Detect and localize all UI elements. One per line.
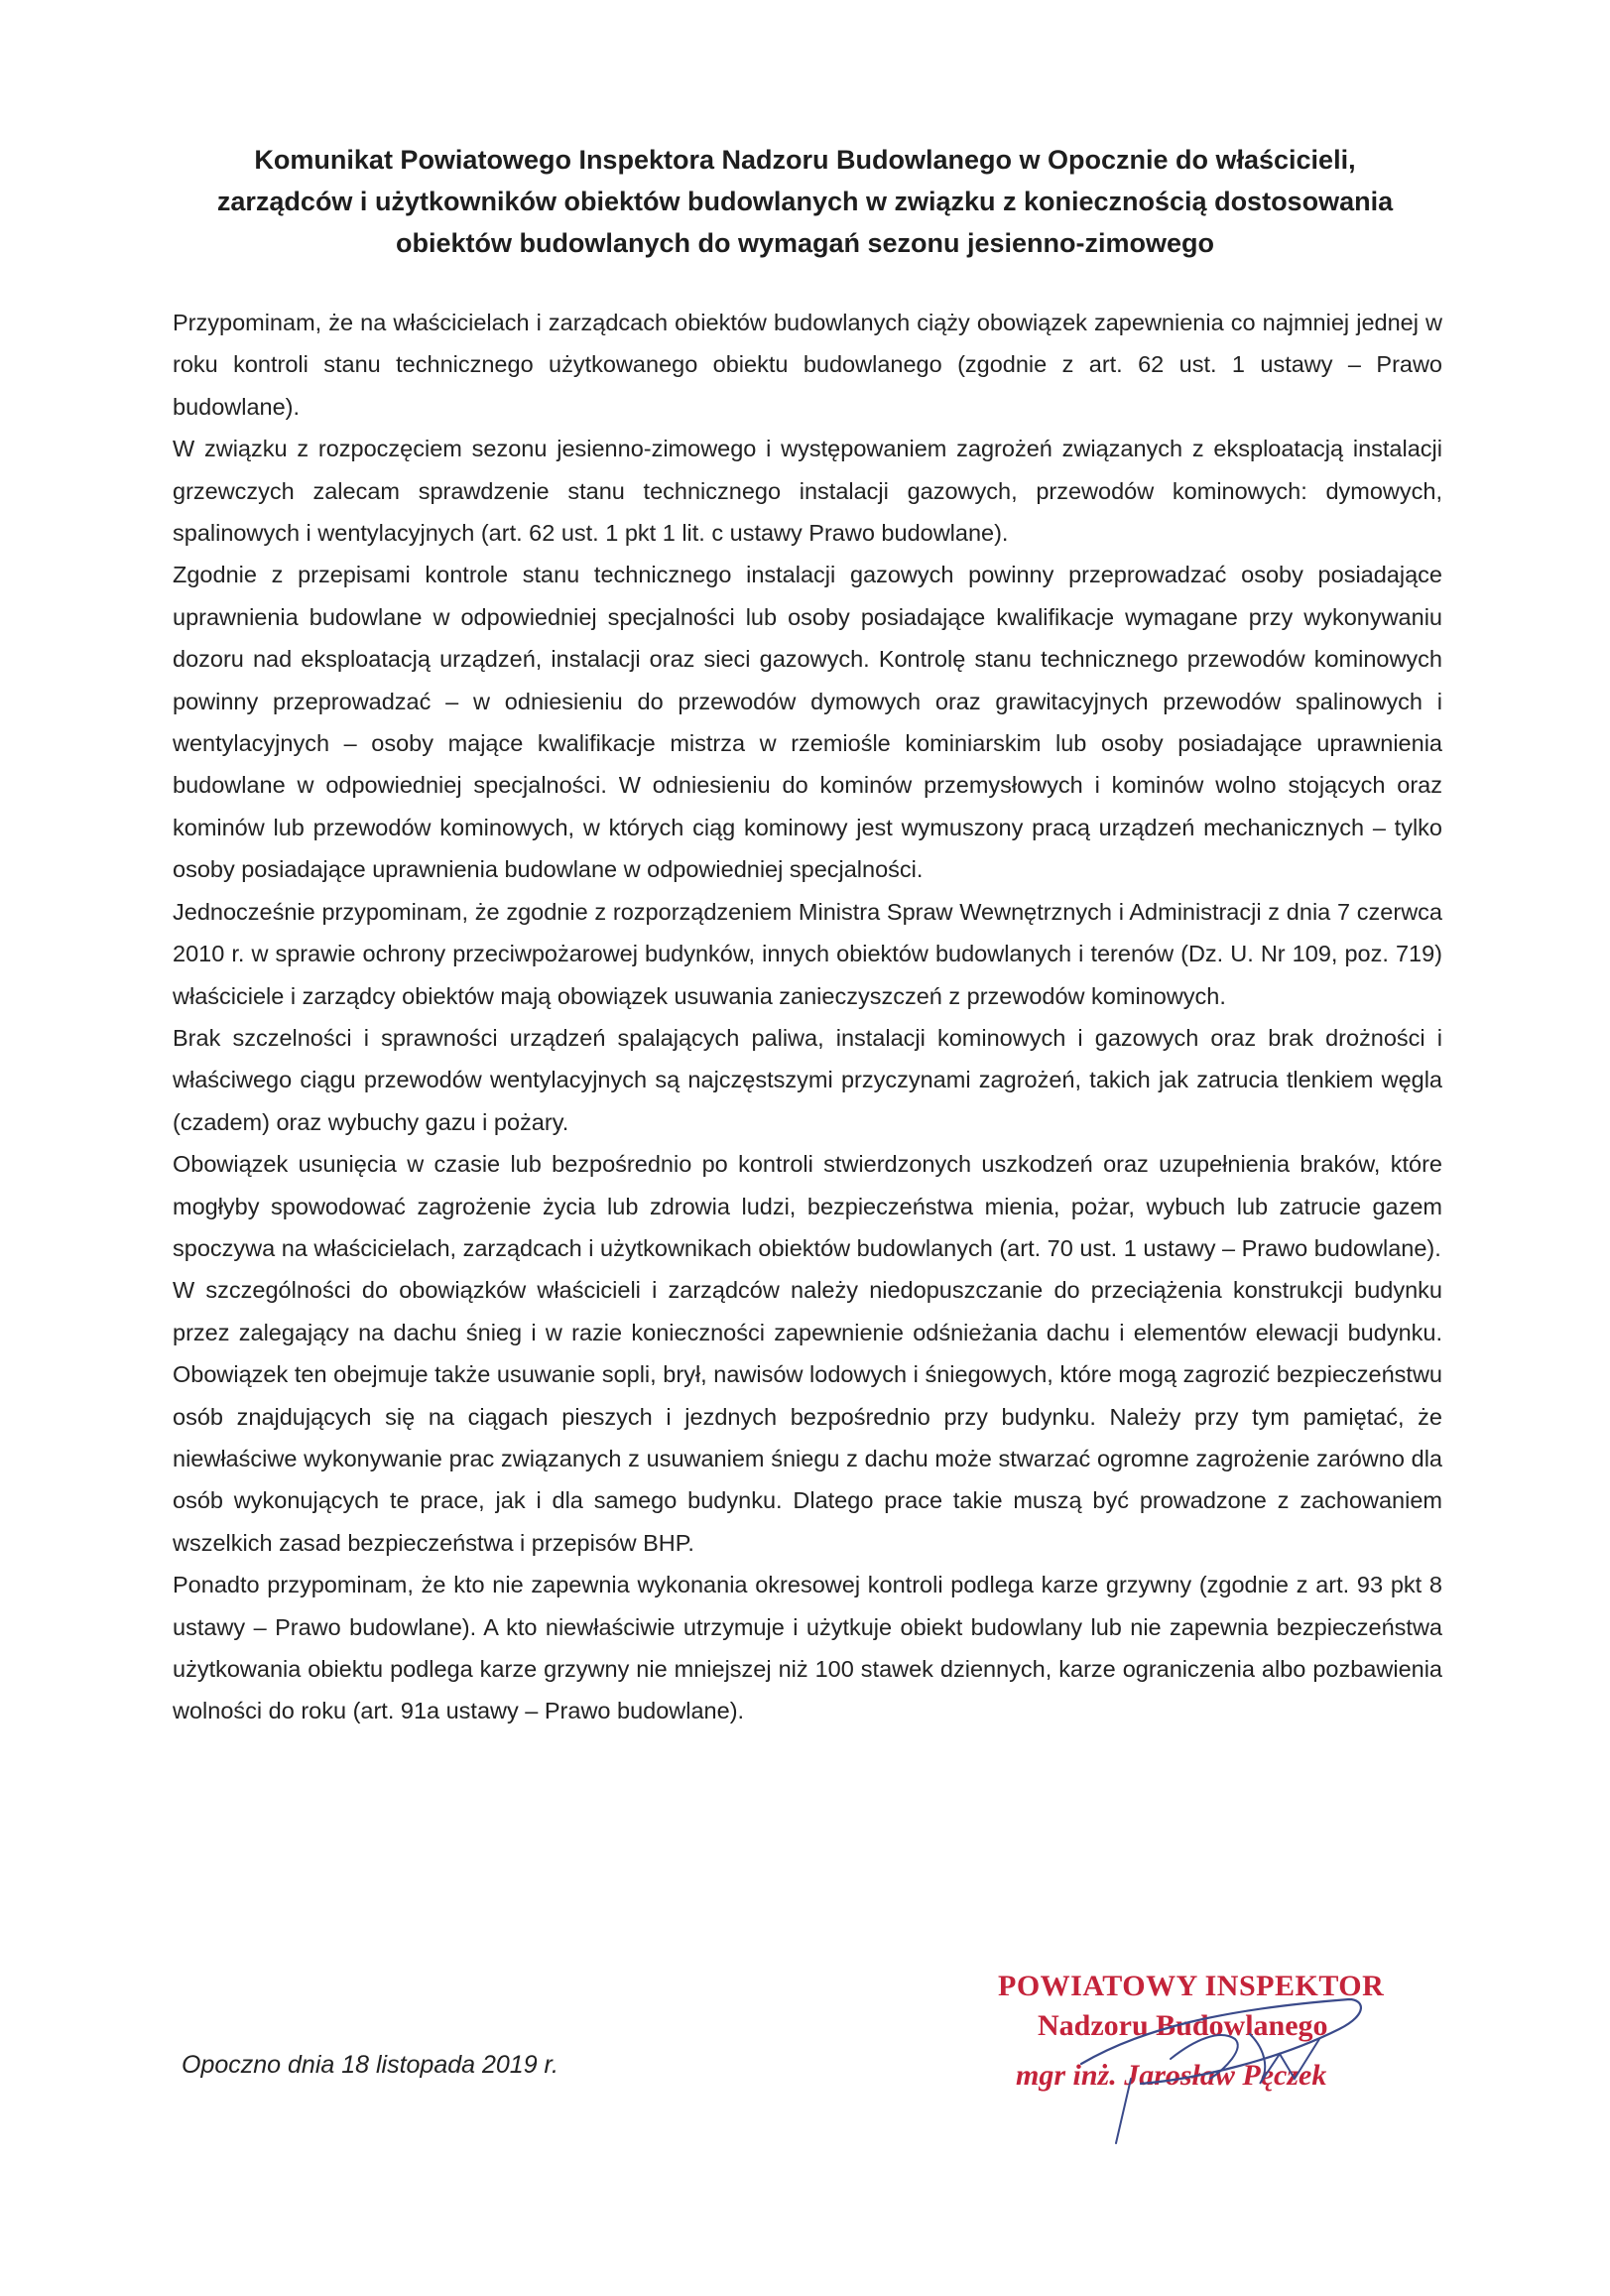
- title-line-1: Komunikat Powiatowego Inspektora Nadzoru Budowlanego w Opocznie do właścicieli,: [254, 145, 1356, 175]
- paragraph-repair-duty: Obowiązek usunięcia w czasie lub bezpośrednio po kontroli stwierdzonych uszkodzeń oraz uzupełnienia braków, które mogłyby spowodować zagrożenie życia lub zdrowia ludzi, bezpieczeństwa mienia, pożar, wybuch lub zatrucie gazem spoczywa na właścicielach, zarządcach i użytkownikach obiektów budowlanych (art. 70 ust. 1 ustawy – Prawo budowlane).: [173, 1151, 1442, 1261]
- document-body: [173, 302, 1442, 1732]
- paragraph-inspection-duty: Przypominam, że na właścicielach i zarządcach obiektów budowlanych ciąży obowiązek zapewnienia co najmniej jednej w roku kontroli stanu technicznego użytkowanego obiektu budowlanego (zgodnie z art. 62 ust. 1 ustawy – Prawo budowlane).: [173, 310, 1442, 420]
- stamp-office: Nadzoru Budowlanego: [1038, 2009, 1328, 2042]
- paragraph-regulation: Jednocześnie przypominam, że zgodnie z rozporządzeniem Ministra Spraw Wewnętrznych i Administracji z dnia 7 czerwca 2010 r. w sprawie ochrony przeciwpożarowej budynków, innych obiektów budowlanych i terenów (Dz. U. Nr 109, poz. 719) właściciele i zarządcy obiektów mają obowiązek usuwania zanieczyszczeń z przewodów kominowych.: [173, 898, 1442, 1009]
- paragraph-hazards: Brak szczelności i sprawności urządzeń spalających paliwa, instalacji kominowych i gazowych oraz brak drożności i właściwego ciągu przewodów wentylacyjnych są najczęstszymi przyczynami zagrożeń, takich jak zatrucia tlenkiem węgla (czadem) oraz wybuchy gazu i pożary.: [173, 1024, 1442, 1135]
- stamp-title: POWIATOWY INSPEKTOR: [998, 1970, 1385, 2002]
- place-and-date: Opoczno dnia 18 listopada 2019 r.: [182, 2051, 558, 2079]
- title-line-2: zarządców i użytkowników obiektów budowlanych w związku z koniecznością dostosowania: [216, 187, 1394, 216]
- paragraph-qualified-persons: Zgodnie z przepisami kontrole stanu technicznego instalacji gazowych powinny przeprowadzać osoby posiadające uprawnienia budowlane w odpowiedniej specjalności lub osoby posiadające kwalifikacje wymagane przy wykonywaniu dozoru nad eksploatacją urządzeń, instalacji oraz sieci gazowych. Kontrolę stanu technicznego przewodów kominowych powinny przeprowadzać – w odniesieniu do przewodów dymowych oraz grawitacyjnych przewodów spalinowych i wentylacyjnych – osoby mające kwalifikacje mistrza w rzemiośle kominiarskim lub osoby posiadające uprawnienia budowlane w odpowiedniej specjalności. W odniesieniu do kominów przemysłowych i kominów wolno stojących oraz kominów lub przewodów kominowych, w których ciąg kominowy jest wymuszony pracą urządzeń mechanicznych – tylko osoby posiadające uprawnienia budowlane w odpowiedniej specjalności.: [173, 562, 1442, 883]
- paragraph-penalties: Ponadto przypominam, że kto nie zapewnia wykonania okresowej kontroli podlega karze grzywny (zgodnie z art. 93 pkt 8 ustawy – Prawo budowlane). A kto niewłaściwie utrzymuje i użytkuje obiekt budowlany lub nie zapewnia bezpieczeństwa użytkowania obiektu podlega karze grzywny nie mniejszej niż 100 stawek dziennych, karze ograniczenia albo pozbawienia wolności do roku (art. 91a ustawy – Prawo budowlane).: [173, 1572, 1442, 1724]
- official-stamp: [982, 1970, 1399, 2113]
- title-line-3: obiektów budowlanych do wymagań sezonu jesienno-zimowego: [395, 228, 1215, 258]
- paragraph-heating-season: W związku z rozpoczęciem sezonu jesienno-zimowego i występowaniem zagrożeń związanych z eksploatacją instalacji grzewczych zalecam sprawdzenie stanu technicznego instalacji gazowych, przewodów kominowych: dymowych, spalinowych i wentylacyjnych (art. 62 ust. 1 pkt 1 lit. c ustawy Prawo budowlane).: [173, 436, 1442, 547]
- document-title: [159, 139, 1451, 264]
- stamp-name: mgr inż. Jarosław Pęczek: [1016, 2059, 1327, 2092]
- paragraph-snow-removal: W szczególności do obowiązków właścicieli i zarządców należy niedopuszczanie do przeciążenia konstrukcji budynku przez zalegający na dachu śnieg i w razie konieczności zapewnienie odśnieżania dachu i elementów elewacji budynku. Obowiązek ten obejmuje także usuwanie sopli, brył, nawisów lodowych i śniegowych, które mogą zagrozić bezpieczeństwu osób znajdujących się na ciągach pieszych i jezdnych bezpośrednio przy budynku. Należy przy tym pamiętać, że niewłaściwe wykonywanie prac związanych z usuwaniem śniegu z dachu może stwarzać ogromne zagrożenie zarówno dla osób wykonujących te prace, jak i dla samego budynku. Dlatego prace takie muszą być prowadzone z zachowaniem wszelkich zasad bezpieczeństwa i przepisów BHP.: [173, 1277, 1442, 1556]
